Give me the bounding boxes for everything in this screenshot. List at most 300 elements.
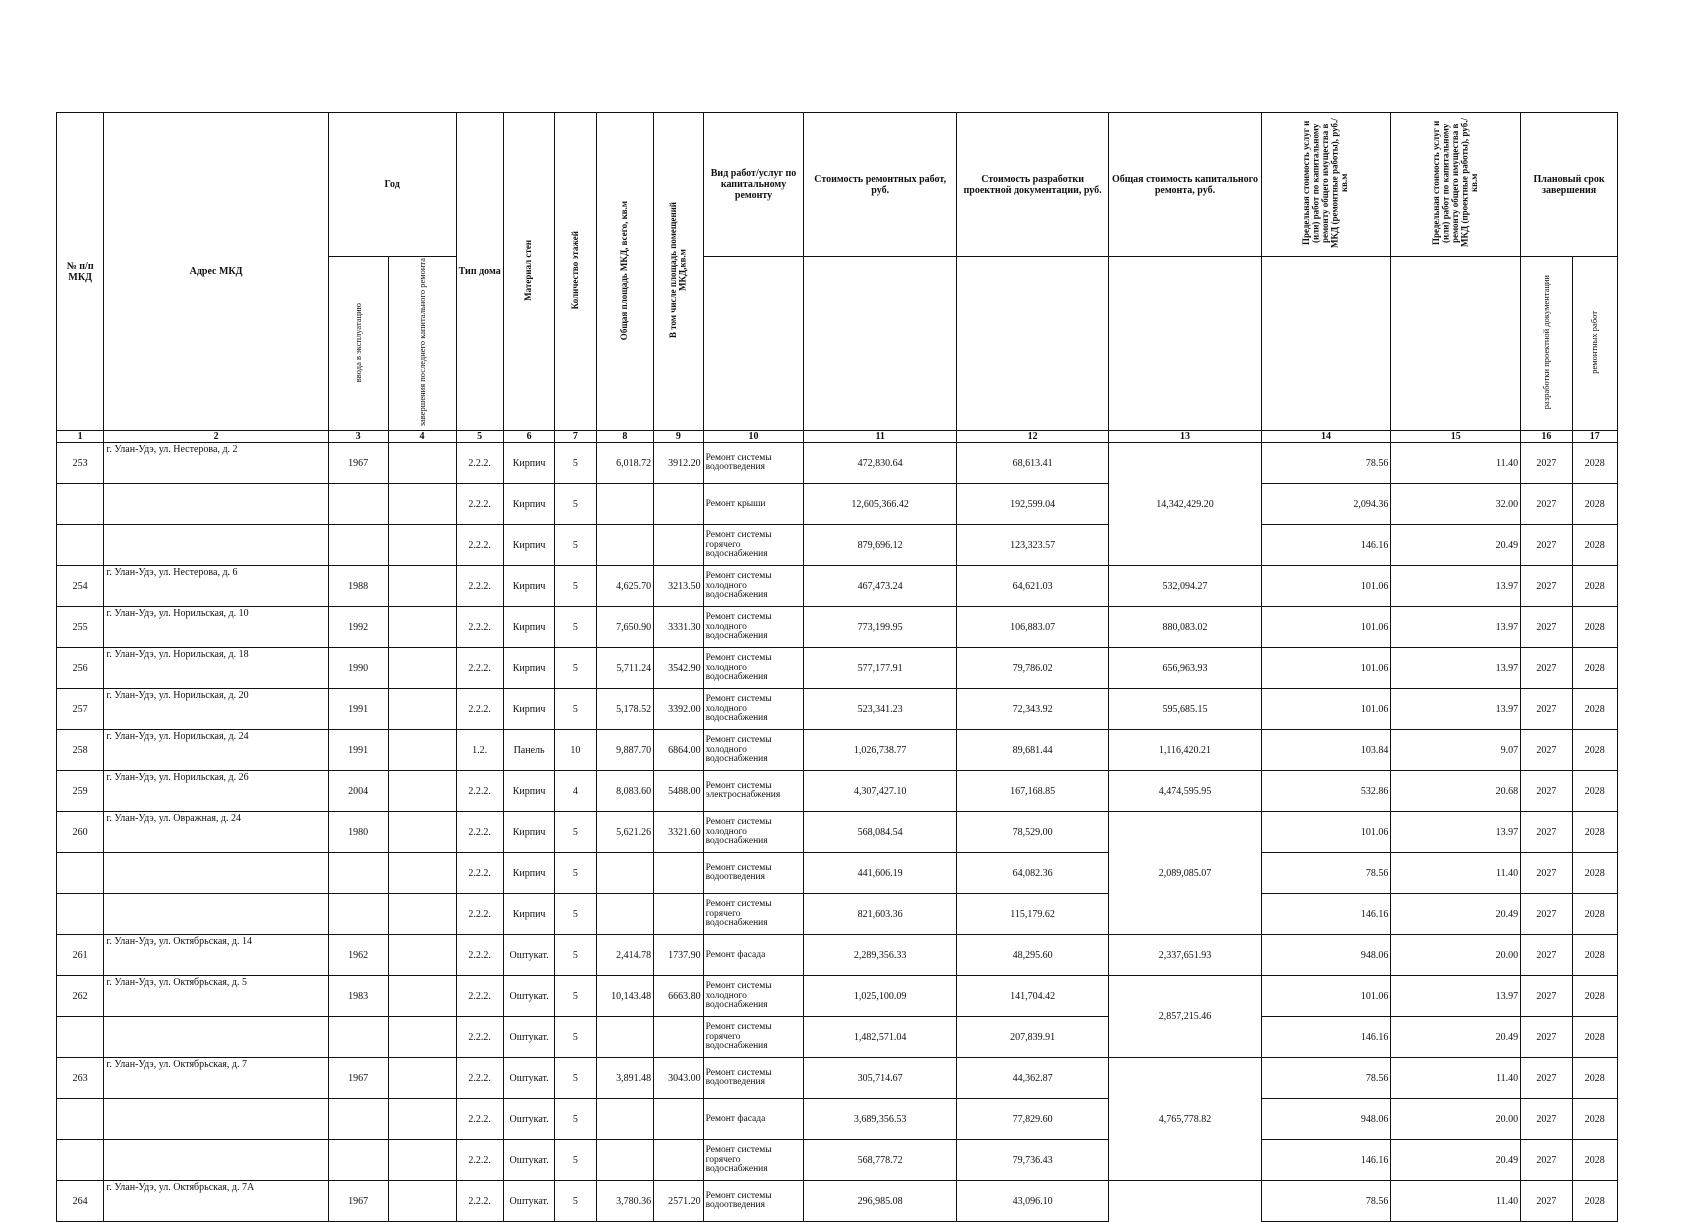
header-deadline: Плановый срок завершения: [1521, 113, 1618, 257]
premises-area-cell: [654, 853, 703, 894]
deadline-works-cell: 2028: [1572, 812, 1617, 853]
year-last-repair-cell: [388, 525, 456, 566]
limit-cost-works-cell: 2,094.36: [1261, 484, 1391, 525]
work-type-cell: Ремонт системы водоотведения: [703, 853, 804, 894]
total-area-cell: 5,178.52: [596, 689, 654, 730]
deadline-design-cell: 2027: [1521, 853, 1572, 894]
row-number: [57, 894, 104, 935]
row-number: 256: [57, 648, 104, 689]
design-cost-cell: 89,681.44: [956, 730, 1108, 771]
repair-cost-cell: 821,603.36: [804, 894, 956, 935]
year-last-repair-cell: [388, 935, 456, 976]
premises-area-cell: [654, 894, 703, 935]
premises-area-cell: [654, 1140, 703, 1181]
table-row: [57, 976, 1618, 1017]
deadline-design-cell: 2027: [1521, 730, 1572, 771]
limit-cost-design-cell: 20.49: [1391, 894, 1521, 935]
wall-material-cell: Кирпич: [503, 607, 554, 648]
address-cell: [104, 1140, 328, 1181]
table-row: [57, 1099, 1618, 1140]
limit-cost-design-cell: 9.07: [1391, 730, 1521, 771]
address-cell: г. Улан-Удэ, ул. Нестерова, д. 6: [104, 566, 328, 607]
row-number: [57, 1140, 104, 1181]
premises-area-cell: 3321.60: [654, 812, 703, 853]
work-type-cell: Ремонт системы холодного водоснабжения: [703, 648, 804, 689]
year-last-repair-cell: [388, 976, 456, 1017]
deadline-works-cell: 2028: [1572, 566, 1617, 607]
work-type-cell: Ремонт системы электроснабжения: [703, 771, 804, 812]
house-type-cell: 2.2.2.: [456, 484, 503, 525]
column-number: 3: [328, 431, 388, 443]
total-cost-cell: 4,765,778.82: [1109, 1058, 1261, 1181]
total-area-cell: [596, 525, 654, 566]
limit-cost-design-cell: 11.40: [1391, 1058, 1521, 1099]
total-area-cell: [596, 853, 654, 894]
house-type-cell: 2.2.2.: [456, 771, 503, 812]
repair-cost-cell: 1,026,738.77: [804, 730, 956, 771]
address-cell: г. Улан-Удэ, ул. Овражная, д. 24: [104, 812, 328, 853]
header-deadline-design: разработки проектной документации: [1521, 257, 1572, 431]
year-commissioning-cell: [328, 853, 388, 894]
total-cost-cell: 2,857,215.46: [1109, 976, 1261, 1058]
repair-cost-cell: 472,830.64: [804, 443, 956, 484]
repair-cost-cell: 523,341.23: [804, 689, 956, 730]
header-house-type: Тип дома: [456, 113, 503, 431]
design-cost-cell: 64,621.03: [956, 566, 1108, 607]
row-number: 261: [57, 935, 104, 976]
address-cell: [104, 1017, 328, 1058]
premises-area-cell: 3331.30: [654, 607, 703, 648]
design-cost-cell: 48,295.60: [956, 935, 1108, 976]
limit-cost-works-cell: 146.16: [1261, 1140, 1391, 1181]
header-limit-cost-works: Предельная стоимость услуг и (или) работ по капитальному ремонту общего имущества в МКД (ремонтные работы), руб./кв.м: [1261, 113, 1391, 257]
row-number: 253: [57, 443, 104, 484]
subheader-blank-total: [1109, 257, 1261, 431]
design-cost-cell: 79,786.02: [956, 648, 1108, 689]
limit-cost-design-cell: 13.97: [1391, 566, 1521, 607]
table-row: [57, 771, 1618, 812]
year-commissioning-cell: 1990: [328, 648, 388, 689]
header-premises-area: В том числе площадь помещений МКД,кв.м: [654, 113, 703, 431]
floors-cell: 5: [555, 1140, 596, 1181]
address-cell: г. Улан-Удэ, ул. Октябрьская, д. 14: [104, 935, 328, 976]
design-cost-cell: 68,613.41: [956, 443, 1108, 484]
deadline-works-cell: 2028: [1572, 894, 1617, 935]
premises-area-cell: [654, 1099, 703, 1140]
table-row: [57, 730, 1618, 771]
deadline-design-cell: 2027: [1521, 771, 1572, 812]
address-cell: г. Улан-Удэ, ул. Октябрьская, д. 7А: [104, 1181, 328, 1222]
premises-area-cell: [654, 484, 703, 525]
wall-material-cell: Кирпич: [503, 853, 554, 894]
year-last-repair-cell: [388, 1017, 456, 1058]
year-commissioning-cell: 1967: [328, 1058, 388, 1099]
address-cell: [104, 484, 328, 525]
repair-cost-cell: 3,689,356.53: [804, 1099, 956, 1140]
design-cost-cell: 43,096.10: [956, 1181, 1108, 1222]
deadline-design-cell: 2027: [1521, 1058, 1572, 1099]
repair-cost-cell: 1,025,100.09: [804, 976, 956, 1017]
wall-material-cell: Кирпич: [503, 771, 554, 812]
row-number: 259: [57, 771, 104, 812]
house-type-cell: 2.2.2.: [456, 935, 503, 976]
header-limit-cost-design: Предельная стоимость услуг и (или) работ по капитальному ремонту общего имущества в МКД (проектные работы), руб./кв.м: [1391, 113, 1521, 257]
year-commissioning-cell: 1991: [328, 730, 388, 771]
limit-cost-works-cell: 948.06: [1261, 935, 1391, 976]
limit-cost-works-cell: 78.56: [1261, 443, 1391, 484]
total-area-cell: [596, 1017, 654, 1058]
repair-cost-cell: 568,778.72: [804, 1140, 956, 1181]
limit-cost-works-cell: 532.86: [1261, 771, 1391, 812]
design-cost-cell: 106,883.07: [956, 607, 1108, 648]
design-cost-cell: 141,704.42: [956, 976, 1108, 1017]
total-cost-cell: 2,337,651.93: [1109, 935, 1261, 976]
year-last-repair-cell: [388, 1058, 456, 1099]
header-year: Год: [328, 113, 456, 257]
year-last-repair-cell: [388, 689, 456, 730]
repair-cost-cell: 2,289,356.33: [804, 935, 956, 976]
repair-plan-table-sheet: [56, 112, 1618, 1222]
total-cost-cell: 14,342,429.20: [1109, 443, 1261, 566]
year-commissioning-cell: 2004: [328, 771, 388, 812]
limit-cost-design-cell: 13.97: [1391, 976, 1521, 1017]
premises-area-cell: 6663.80: [654, 976, 703, 1017]
header-wall-material: Материал стен: [503, 113, 554, 431]
table-row: [57, 1058, 1618, 1099]
limit-cost-design-cell: 13.97: [1391, 648, 1521, 689]
house-type-cell: 2.2.2.: [456, 1140, 503, 1181]
wall-material-cell: Оштукат.: [503, 976, 554, 1017]
repair-cost-cell: 773,199.95: [804, 607, 956, 648]
deadline-design-cell: 2027: [1521, 1017, 1572, 1058]
work-type-cell: Ремонт системы горячего водоснабжения: [703, 894, 804, 935]
year-last-repair-cell: [388, 484, 456, 525]
total-area-cell: 5,711.24: [596, 648, 654, 689]
floors-cell: 5: [555, 853, 596, 894]
limit-cost-works-cell: 101.06: [1261, 976, 1391, 1017]
deadline-design-cell: 2027: [1521, 607, 1572, 648]
total-area-cell: [596, 1099, 654, 1140]
year-commissioning-cell: 1991: [328, 689, 388, 730]
column-number: 14: [1261, 431, 1391, 443]
design-cost-cell: 44,362.87: [956, 1058, 1108, 1099]
limit-cost-design-cell: 13.97: [1391, 812, 1521, 853]
year-last-repair-cell: [388, 730, 456, 771]
total-cost-cell: 656,963.93: [1109, 648, 1261, 689]
year-commissioning-cell: 1992: [328, 607, 388, 648]
total-cost-cell: 1,116,420.21: [1109, 730, 1261, 771]
year-commissioning-cell: 1983: [328, 976, 388, 1017]
wall-material-cell: Оштукат.: [503, 1181, 554, 1222]
work-type-cell: Ремонт системы горячего водоснабжения: [703, 525, 804, 566]
deadline-works-cell: 2028: [1572, 607, 1617, 648]
header-repair-cost: Стоимость ремонтных работ, руб.: [804, 113, 956, 257]
total-area-cell: 8,083.60: [596, 771, 654, 812]
column-number: 16: [1521, 431, 1572, 443]
limit-cost-design-cell: 11.40: [1391, 1181, 1521, 1222]
wall-material-cell: Кирпич: [503, 566, 554, 607]
deadline-works-cell: 2028: [1572, 484, 1617, 525]
total-area-cell: 6,018.72: [596, 443, 654, 484]
table-row: [57, 935, 1618, 976]
premises-area-cell: 3542.90: [654, 648, 703, 689]
limit-cost-works-cell: 103.84: [1261, 730, 1391, 771]
wall-material-cell: Кирпич: [503, 689, 554, 730]
total-cost-cell: 4,474,595.95: [1109, 771, 1261, 812]
column-number: 4: [388, 431, 456, 443]
work-type-cell: Ремонт фасада: [703, 1099, 804, 1140]
year-last-repair-cell: [388, 812, 456, 853]
row-number: 258: [57, 730, 104, 771]
address-cell: г. Улан-Удэ, ул. Норильская, д. 10: [104, 607, 328, 648]
limit-cost-works-cell: 101.06: [1261, 566, 1391, 607]
limit-cost-design-cell: 20.49: [1391, 1017, 1521, 1058]
total-area-cell: 3,780.36: [596, 1181, 654, 1222]
repair-cost-cell: 296,985.08: [804, 1181, 956, 1222]
premises-area-cell: 5488.00: [654, 771, 703, 812]
column-number: 13: [1109, 431, 1261, 443]
subheader-blank-work: [703, 257, 804, 431]
table-row: [57, 1017, 1618, 1058]
work-type-cell: Ремонт системы водоотведения: [703, 1181, 804, 1222]
deadline-works-cell: 2028: [1572, 730, 1617, 771]
total-cost-cell: 880,083.02: [1109, 607, 1261, 648]
deadline-works-cell: 2028: [1572, 1181, 1617, 1222]
deadline-works-cell: 2028: [1572, 689, 1617, 730]
wall-material-cell: Кирпич: [503, 443, 554, 484]
header-floors: Количество этажей: [555, 113, 596, 431]
column-number: 7: [555, 431, 596, 443]
floors-cell: 5: [555, 525, 596, 566]
premises-area-cell: 3392.00: [654, 689, 703, 730]
address-cell: [104, 525, 328, 566]
premises-area-cell: 3043.00: [654, 1058, 703, 1099]
deadline-works-cell: 2028: [1572, 1058, 1617, 1099]
total-area-cell: [596, 894, 654, 935]
row-number: 254: [57, 566, 104, 607]
deadline-design-cell: 2027: [1521, 1181, 1572, 1222]
repair-cost-cell: 879,696.12: [804, 525, 956, 566]
design-cost-cell: 64,082.36: [956, 853, 1108, 894]
address-cell: [104, 853, 328, 894]
floors-cell: 5: [555, 689, 596, 730]
address-cell: г. Улан-Удэ, ул. Октябрьская, д. 5: [104, 976, 328, 1017]
wall-material-cell: Оштукат.: [503, 1140, 554, 1181]
floors-cell: 5: [555, 607, 596, 648]
design-cost-cell: 115,179.62: [956, 894, 1108, 935]
year-commissioning-cell: 1967: [328, 443, 388, 484]
header-total-cost: Общая стоимость капитального ремонта, руб.: [1109, 113, 1261, 257]
header-deadline-works: ремонтных работ: [1572, 257, 1617, 431]
work-type-cell: Ремонт системы холодного водоснабжения: [703, 566, 804, 607]
wall-material-cell: Оштукат.: [503, 1058, 554, 1099]
deadline-design-cell: 2027: [1521, 976, 1572, 1017]
limit-cost-works-cell: 146.16: [1261, 894, 1391, 935]
work-type-cell: Ремонт системы горячего водоснабжения: [703, 1017, 804, 1058]
total-area-cell: 7,650.90: [596, 607, 654, 648]
row-number: 262: [57, 976, 104, 1017]
deadline-works-cell: 2028: [1572, 1140, 1617, 1181]
deadline-design-cell: 2027: [1521, 443, 1572, 484]
table-row: [57, 443, 1618, 484]
total-cost-cell: 595,685.15: [1109, 689, 1261, 730]
wall-material-cell: Кирпич: [503, 525, 554, 566]
limit-cost-design-cell: 11.40: [1391, 853, 1521, 894]
table-row: [57, 648, 1618, 689]
address-cell: [104, 1099, 328, 1140]
deadline-design-cell: 2027: [1521, 566, 1572, 607]
column-number: 17: [1572, 431, 1617, 443]
deadline-design-cell: 2027: [1521, 648, 1572, 689]
limit-cost-works-cell: 146.16: [1261, 1017, 1391, 1058]
limit-cost-design-cell: 20.68: [1391, 771, 1521, 812]
total-area-cell: 3,891.48: [596, 1058, 654, 1099]
repair-plan-table: [56, 112, 1618, 1222]
house-type-cell: 2.2.2.: [456, 443, 503, 484]
design-cost-cell: 167,168.85: [956, 771, 1108, 812]
floors-cell: 10: [555, 730, 596, 771]
address-cell: г. Улан-Удэ, ул. Нестерова, д. 2: [104, 443, 328, 484]
year-last-repair-cell: [388, 894, 456, 935]
table-row: [57, 484, 1618, 525]
deadline-design-cell: 2027: [1521, 689, 1572, 730]
column-number: 6: [503, 431, 554, 443]
year-commissioning-cell: [328, 525, 388, 566]
table-row: [57, 607, 1618, 648]
address-cell: г. Улан-Удэ, ул. Норильская, д. 20: [104, 689, 328, 730]
year-last-repair-cell: [388, 1099, 456, 1140]
floors-cell: 5: [555, 935, 596, 976]
deadline-works-cell: 2028: [1572, 771, 1617, 812]
address-cell: г. Улан-Удэ, ул. Норильская, д. 18: [104, 648, 328, 689]
column-number: 15: [1391, 431, 1521, 443]
floors-cell: 5: [555, 648, 596, 689]
house-type-cell: 1.2.: [456, 730, 503, 771]
deadline-works-cell: 2028: [1572, 976, 1617, 1017]
address-cell: г. Улан-Удэ, ул. Октябрьская, д. 7: [104, 1058, 328, 1099]
column-number: 1: [57, 431, 104, 443]
header-year-last-repair: завершения последнего капитального ремонта: [388, 257, 456, 431]
wall-material-cell: Кирпич: [503, 648, 554, 689]
house-type-cell: 2.2.2.: [456, 976, 503, 1017]
header-address: Адрес МКД: [104, 113, 328, 431]
row-number: 255: [57, 607, 104, 648]
header-no: № п/п МКД: [57, 113, 104, 431]
work-type-cell: Ремонт системы холодного водоснабжения: [703, 976, 804, 1017]
limit-cost-design-cell: 20.00: [1391, 935, 1521, 976]
total-cost-cell: 532,094.27: [1109, 566, 1261, 607]
deadline-works-cell: 2028: [1572, 525, 1617, 566]
year-commissioning-cell: 1988: [328, 566, 388, 607]
table-row: [57, 1181, 1618, 1222]
year-last-repair-cell: [388, 1181, 456, 1222]
row-number: [57, 525, 104, 566]
design-cost-cell: 192,599.04: [956, 484, 1108, 525]
premises-area-cell: 3912.20: [654, 443, 703, 484]
floors-cell: 5: [555, 566, 596, 607]
limit-cost-works-cell: 948.06: [1261, 1099, 1391, 1140]
floors-cell: 4: [555, 771, 596, 812]
design-cost-cell: 79,736.43: [956, 1140, 1108, 1181]
address-cell: г. Улан-Удэ, ул. Норильская, д. 26: [104, 771, 328, 812]
premises-area-cell: 3213.50: [654, 566, 703, 607]
total-area-cell: 10,143.48: [596, 976, 654, 1017]
table-row: [57, 689, 1618, 730]
deadline-works-cell: 2028: [1572, 1017, 1617, 1058]
house-type-cell: 2.2.2.: [456, 853, 503, 894]
address-cell: г. Улан-Удэ, ул. Норильская, д. 24: [104, 730, 328, 771]
year-last-repair-cell: [388, 1140, 456, 1181]
house-type-cell: 2.2.2.: [456, 1099, 503, 1140]
limit-cost-design-cell: 20.00: [1391, 1099, 1521, 1140]
header-row: [57, 113, 1618, 257]
limit-cost-design-cell: 20.49: [1391, 525, 1521, 566]
header-work-type: Вид работ/услуг по капитальному ремонту: [703, 113, 804, 257]
limit-cost-works-cell: 78.56: [1261, 853, 1391, 894]
header-design-cost: Стоимость разработки проектной документации, руб.: [956, 113, 1108, 257]
wall-material-cell: Кирпич: [503, 484, 554, 525]
work-type-cell: Ремонт системы водоотведения: [703, 1058, 804, 1099]
limit-cost-design-cell: 13.97: [1391, 689, 1521, 730]
row-number: [57, 1099, 104, 1140]
floors-cell: 5: [555, 443, 596, 484]
deadline-works-cell: 2028: [1572, 853, 1617, 894]
row-number: [57, 484, 104, 525]
work-type-cell: Ремонт системы горячего водоснабжения: [703, 1140, 804, 1181]
design-cost-cell: 77,829.60: [956, 1099, 1108, 1140]
premises-area-cell: 6864.00: [654, 730, 703, 771]
work-type-cell: Ремонт системы холодного водоснабжения: [703, 607, 804, 648]
premises-area-cell: 2571.20: [654, 1181, 703, 1222]
total-cost-cell: [1109, 1181, 1261, 1222]
repair-cost-cell: 441,606.19: [804, 853, 956, 894]
house-type-cell: 2.2.2.: [456, 1017, 503, 1058]
deadline-design-cell: 2027: [1521, 1099, 1572, 1140]
year-last-repair-cell: [388, 566, 456, 607]
column-number-row: [57, 431, 1618, 443]
total-area-cell: [596, 484, 654, 525]
house-type-cell: 2.2.2.: [456, 689, 503, 730]
column-number: 12: [956, 431, 1108, 443]
deadline-design-cell: 2027: [1521, 484, 1572, 525]
floors-cell: 5: [555, 1017, 596, 1058]
design-cost-cell: 207,839.91: [956, 1017, 1108, 1058]
floors-cell: 5: [555, 976, 596, 1017]
table-row: [57, 894, 1618, 935]
limit-cost-design-cell: 32.00: [1391, 484, 1521, 525]
row-number: 263: [57, 1058, 104, 1099]
address-cell: [104, 894, 328, 935]
year-commissioning-cell: [328, 894, 388, 935]
premises-area-cell: [654, 1017, 703, 1058]
limit-cost-works-cell: 146.16: [1261, 525, 1391, 566]
column-number: 2: [104, 431, 328, 443]
year-commissioning-cell: 1962: [328, 935, 388, 976]
limit-cost-works-cell: 101.06: [1261, 648, 1391, 689]
total-area-cell: 9,887.70: [596, 730, 654, 771]
row-number: 260: [57, 812, 104, 853]
repair-cost-cell: 305,714.67: [804, 1058, 956, 1099]
repair-cost-cell: 467,473.24: [804, 566, 956, 607]
house-type-cell: 2.2.2.: [456, 648, 503, 689]
table-row: [57, 566, 1618, 607]
work-type-cell: Ремонт системы холодного водоснабжения: [703, 812, 804, 853]
floors-cell: 5: [555, 812, 596, 853]
repair-cost-cell: 4,307,427.10: [804, 771, 956, 812]
total-area-cell: 2,414.78: [596, 935, 654, 976]
house-type-cell: 2.2.2.: [456, 566, 503, 607]
limit-cost-works-cell: 101.06: [1261, 812, 1391, 853]
